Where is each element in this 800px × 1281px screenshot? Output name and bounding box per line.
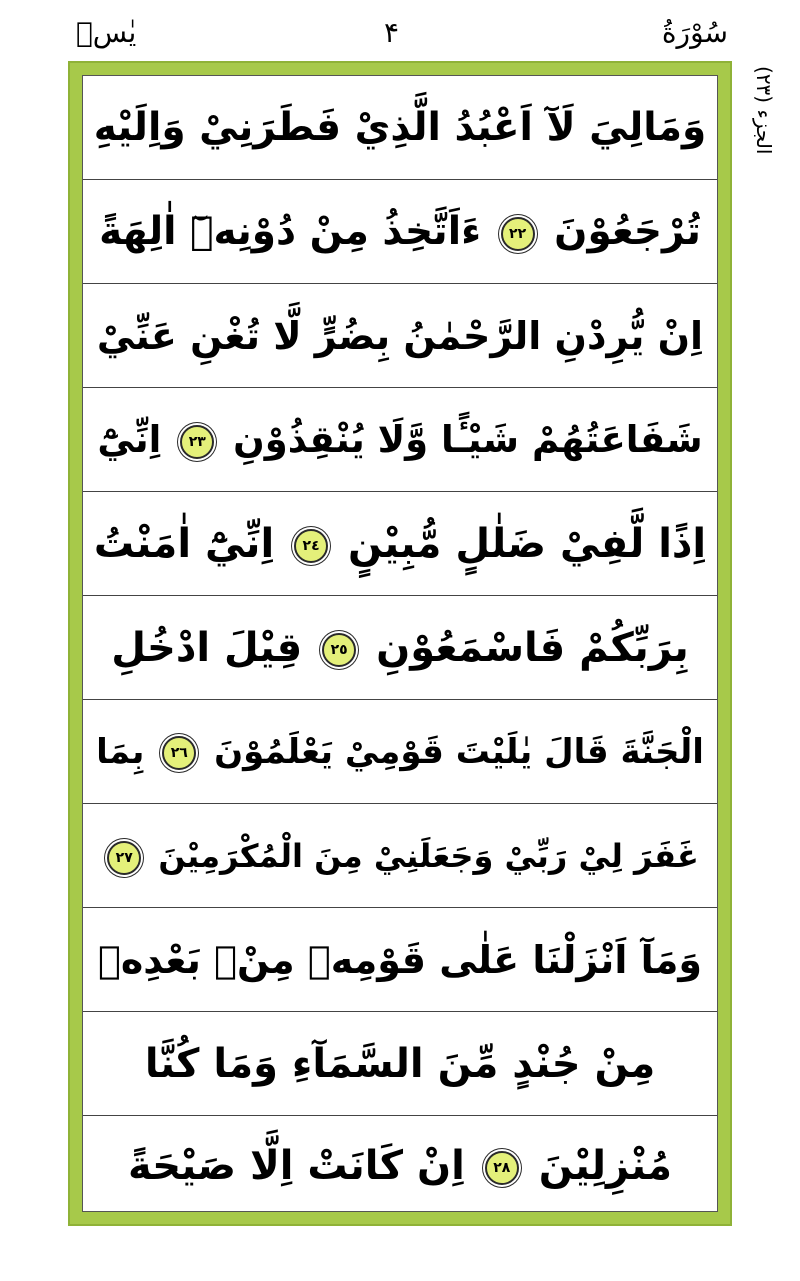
line-text: مِنْ جُنْدٍ مِّنَ السَّمَآءِ وَمَا كُنَّا [144,1040,656,1087]
line-segment: اِذًا لَّفِيْ ضَلٰلٍ مُّبِيْنٍ [348,520,707,567]
ayah-marker: ٢٤ [294,529,328,563]
ayah-marker: ٢٢ [501,217,535,251]
line-text [128,1143,672,1189]
ayah-marker: ٢٧ [107,841,141,875]
surah-label: سُوْرَةُ [661,16,728,49]
text-line [83,284,717,388]
line-segment: الْجَنَّةَ قَالَ يٰلَيْتَ قَوْمِيْ يَعْلَمُوْنَ [214,731,704,772]
line-text [111,625,688,671]
text-line [83,180,717,284]
line-segment: مُنْزِلِيْنَ [538,1142,673,1189]
text-line [83,492,717,596]
line-segment: بِمَا [96,731,145,772]
line-segment: تُرْجَعُوْنَ [554,209,701,254]
line-segment: ءَاَتَّخِذُ مِنْ دُوْنِهٖٓ اٰلِهَةً [99,209,482,254]
line-segment: اِنِّيْٓ [97,418,162,461]
text-line [83,804,717,908]
line-segment: غَفَرَ لِيْ رَبِّيْ وَجَعَلَنِيْ مِنَ الْمُكْرَمِيْنَ [158,836,699,875]
line-segment: اِنِّيْٓ اٰمَنْتُ [93,520,275,567]
text-line [83,596,717,700]
line-segment: قِيْلَ ادْخُلِ [111,624,303,671]
surah-name: يٰسۗ [76,16,137,49]
text-line [83,1116,717,1215]
text-area [82,75,718,1212]
page-frame [68,61,732,1226]
line-text [99,209,701,254]
ayah-marker: ٢٥ [322,633,356,667]
page-number: ۴ [384,16,400,49]
text-line [83,908,717,1012]
line-text: وَمَآ اَنْزَلْنَا عَلٰى قَوْمِهٖ مِنْۢ بَعْدِهٖ [98,937,702,982]
juz-label: الجزء (٢٣) [752,66,776,155]
line-text [96,732,704,772]
line-text [101,837,699,875]
text-line [83,700,717,804]
text-line [83,76,717,180]
text-line [83,1012,717,1116]
line-text [94,521,706,567]
line-text [97,418,702,461]
line-segment: شَفَاعَتُهُمْ شَيْـًٔا وَّلَا يُنْقِذُوْنِ [233,418,703,461]
line-segment: بِرَبِّكُمْ فَاسْمَعُوْنِ [376,624,689,671]
ayah-marker: ٢٨ [485,1151,519,1185]
ayah-marker: ٢٦ [162,736,196,770]
ayah-marker: ٢٣ [180,425,214,459]
line-text: اِنْ يُّرِدْنِ الرَّحْمٰنُ بِضُرٍّ لَّا تُغْنِ عَنِّيْ [96,313,704,358]
page-header [0,0,800,60]
line-segment: اِنْ كَانَتْ اِلَّا صَيْحَةً [127,1142,465,1189]
line-text: وَمَالِيَ لَآ اَعْبُدُ الَّذِيْ فَطَرَنِيْ وَاِلَيْهِ [93,105,707,150]
text-line [83,388,717,492]
